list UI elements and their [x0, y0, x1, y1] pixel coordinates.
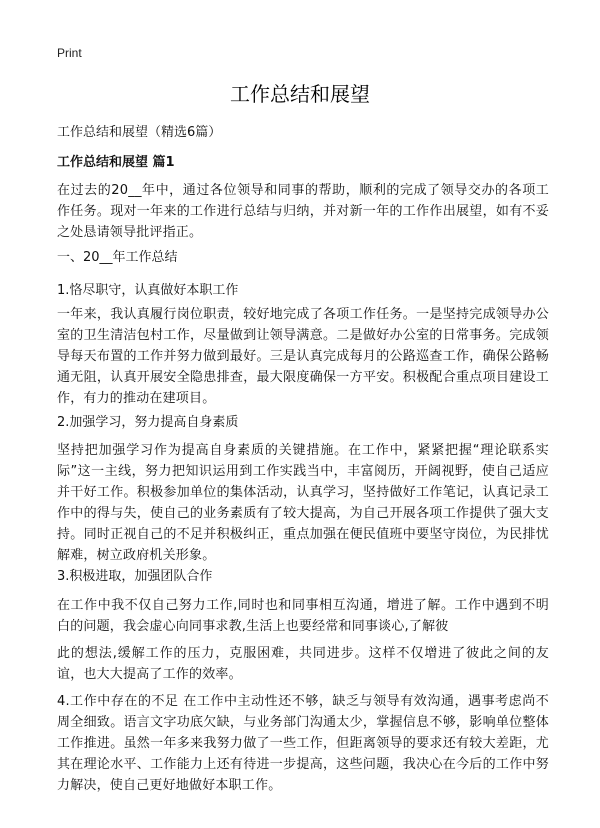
document-subtitle: 工作总结和展望（精选6篇） [57, 125, 222, 140]
paragraph-1: 一年来，我认真履行岗位职责，较好地完成了各项工作任务。一是坚持完成领导办公室的卫生清洁包村工作，尽量做到让领导满意。二是做好办公室的日常事务。完成领导每天布置的工作并努力做到最好。三是认真完成每月的公路巡查工作，确保公路畅通无阻，认真开展安全隐患排查，最大限度确保一方平安。积极配合重点项目建设工作，有力的推动在建项目。 [57, 307, 549, 406]
subheading-2: 2.加强学习，努力提高自身素质 [57, 415, 239, 430]
paragraph-3b: 此的想法,缓解工作的压力，克服困难，共同进步。这样不仅增进了彼此之间的友谊，也大大提高了工作的效率。 [57, 646, 549, 682]
paragraph-2: 坚持把加强学习作为提高自身素质的关键措施。在工作中，紧紧把握“理论联系实际”这一主线，努力把知识运用到工作实践当中，丰富阅历，开阔视野，使自己适应并干好工作。积极参加单位的集体活动，认真学习，坚持做好工作笔记，认真记录工作中的得与失，使自己的业务素质有了较大提高，为自己开展各项工作提供了强大支持。同时正视自己的不足并积极纠正，重点加强在便民值班中要坚守岗位，为民排忧解难，树立政府机关形象。 [57, 443, 549, 563]
paragraph-3a: 在工作中我不仅自己努力工作,同时也和同事相互沟通，增进了解。工作中遇到不明白的问题，我会虚心向同事求教,生活上也要经常和同事谈心,了解彼 [57, 598, 549, 634]
print-link[interactable]: Print [57, 46, 82, 60]
page-title: 工作总结和展望 [230, 82, 370, 106]
paragraph-4: 4.工作中存在的不足 在工作中主动性还不够，缺乏与领导有效沟通，遇事考虑尚不周全细致。语言文字功底欠缺，与业务部门沟通太少，掌握信息不够，影响单位整体工作推进。虽然一年多来我努力做了一些工作，但距离领导的要求还有较大差距，尤其在理论水平、工作能力上还有待进一步提高，这些问题，我决心在今后的工作中努力解决，使自己更好地做好本职工作。 [57, 694, 549, 793]
subheading-3: 3.积极进取，加强团队合作 [57, 569, 213, 584]
part1-heading: 一、20__年工作总结 [57, 250, 178, 265]
section-title: 工作总结和展望 篇1 [57, 155, 175, 170]
subheading-1: 1.恪尽职守，认真做好本职工作 [57, 283, 239, 298]
intro-paragraph: 在过去的20__年中，通过各位领导和同事的帮助，顺利的完成了领导交办的各项工作任务。现对一年来的工作进行总结与归纳，并对新一年的工作作出展望，如有不妥之处恳请领导批评指正。 [57, 183, 549, 240]
